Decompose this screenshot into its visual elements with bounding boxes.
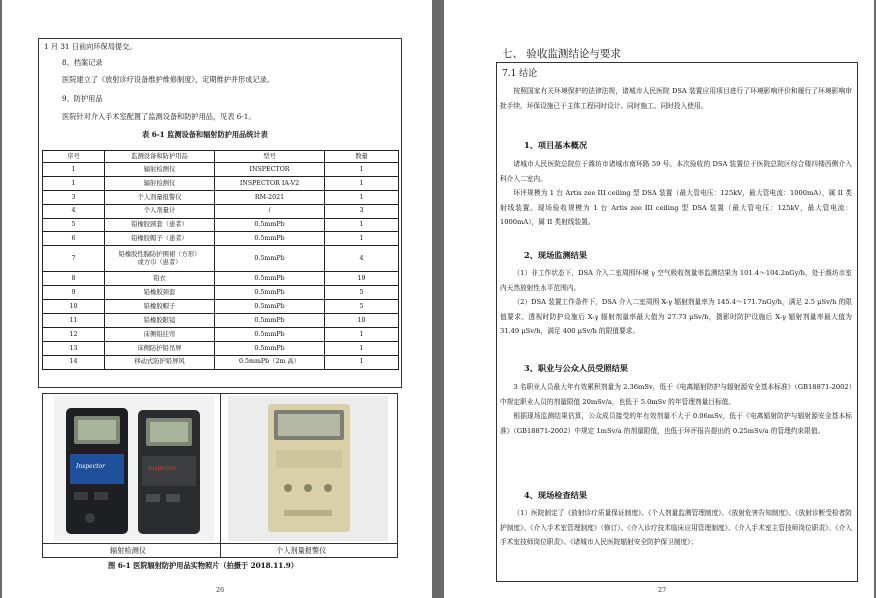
table-row <box>43 327 399 341</box>
page-27 <box>444 0 874 598</box>
cell-no: 9 <box>43 286 105 300</box>
cell-model: 0.5mmPb <box>215 246 325 272</box>
page-number: 26 <box>216 586 225 594</box>
cell-qty: 19 <box>325 272 399 286</box>
cell-no: 7 <box>43 246 105 272</box>
cell-item: 辐射检测仪 <box>105 176 215 190</box>
col-header-no: 序号 <box>43 151 105 163</box>
cell-qty: 1 <box>325 163 399 177</box>
cell-model: INSPECTOR IA-V2 <box>215 176 325 190</box>
s2-p2: （2）DSA 装置工作条件下，DSA 介入二室周围 X-γ 辐射剂量率为 145.4～171.7nGy/h，满足 2.5 μSv/h 的限值要求。透视时防护设施后 X-γ 辐射剂量率最大值为 27.73 μSv/h，摄影时防护设施后 X-γ 辐射剂量率最大值为 31.49 μSv/h，满足 400 μSv/h 的限值要求。 <box>500 298 852 335</box>
cell-model: / <box>215 204 325 218</box>
s4-title: 4、现场检查结果 <box>524 490 588 500</box>
cell-no: 1 <box>43 176 105 190</box>
cell-item-line1: 铅橡胶性腺防护围裙（方形） <box>118 251 201 259</box>
table-row <box>43 190 399 204</box>
cell-item: 移动式防护铅屏风 <box>105 355 215 369</box>
s4-paragraphs <box>500 506 852 550</box>
s1-title: 1、项目基本概况 <box>524 140 588 150</box>
cell-qty: 1 <box>325 232 399 246</box>
figure-caption: 图 6-1 医院辐射防护用品实物照片（拍摄于 2018.11.9） <box>108 561 298 570</box>
table-row <box>43 341 399 355</box>
s1-p1: 诸城市人民医院总院位于潍坊市诸城市南环路 59 号。本次验收的 DSA 装置位于医院总院区综合楼四楼西侧介入科介入二室内。 <box>500 160 852 183</box>
continuation-text: 1 月 31 日前向环保局提交。 <box>44 42 137 51</box>
cell-qty: 10 <box>325 314 399 328</box>
page-number: 27 <box>658 586 667 594</box>
cell-no: 4 <box>43 204 105 218</box>
col-header-qty: 数量 <box>325 151 399 163</box>
table-row <box>43 218 399 232</box>
equipment-table <box>42 150 399 370</box>
cell-item: 辐射检测仪 <box>105 163 215 177</box>
s3-p2: 根据现场监测结果估算，公众成员接受的年有效剂量不大于 0.06mSv，低于《电离辐射防护与辐射源安全基本标准》（GB18871-2002）中规定 1mSv/a 的剂量限值，也低于环评报告提出的 0.25mSv/a 的管理约束限值。 <box>500 412 852 435</box>
cell-no: 5 <box>43 218 105 232</box>
cell-model: 0.5mmPb <box>215 314 325 328</box>
table-row <box>43 300 399 314</box>
cell-model: 0.5mmPb <box>215 232 325 246</box>
cell-qty: 1 <box>325 218 399 232</box>
table-row <box>43 176 399 190</box>
table-row <box>43 204 399 218</box>
table-row <box>43 232 399 246</box>
s2-title: 2、现场监测结果 <box>524 250 588 260</box>
item8-heading: 8、档案记录 <box>62 58 103 67</box>
intro-text: 按照国家有关环境保护的法律法规，诸城市人民医院 DSA 装置应用项目进行了环境影响评价和履行了环境影响审批手续。环保设施已于主体工程同时设计、同时施工、同时投入使用。 <box>500 87 852 110</box>
table-header-row <box>43 151 399 163</box>
cell-item: 铅橡胶眼镜 <box>105 314 215 328</box>
chapter-title: 七、 验收监测结论与要求 <box>502 48 621 60</box>
s2-paragraphs <box>500 266 852 339</box>
photo-left-label: 辐射检测仪 <box>110 546 146 555</box>
cell-model: INSPECTOR <box>215 163 325 177</box>
cell-item: 铅衣 <box>105 272 215 286</box>
cell-qty: 3 <box>325 204 399 218</box>
meter-brand-right: Inspector <box>148 465 177 472</box>
item9-text: 医院针对介入手术室配置了监测设备和防护用品，见表 6-1。 <box>62 112 256 121</box>
s1-paragraphs <box>500 157 852 230</box>
page-26 <box>2 0 432 598</box>
meter-brand-left: Inspector <box>76 463 105 470</box>
cell-item: 铅橡胶帽子（患者） <box>105 232 215 246</box>
dose-alarm-icon <box>228 396 388 541</box>
cell-model: 0.5mmPb（2m 高） <box>215 355 325 369</box>
s3-title: 3、职业与公众人员受照结果 <box>524 363 628 373</box>
table-row <box>43 163 399 177</box>
cell-qty: 1 <box>325 341 399 355</box>
cell-item: 铅橡胶颈套 <box>105 286 215 300</box>
cell-qty: 5 <box>325 300 399 314</box>
col-header-item: 监测设备和防护用品 <box>105 151 215 163</box>
item9-heading: 9、防护用品 <box>62 94 103 103</box>
cell-no: 14 <box>43 355 105 369</box>
cell-qty: 1 <box>325 176 399 190</box>
section-title: 7.1 结论 <box>502 69 538 79</box>
table-row <box>43 314 399 328</box>
cell-model: 0.5mmPb <box>215 341 325 355</box>
table-row <box>43 246 399 272</box>
cell-item <box>105 246 215 272</box>
s1-p2: 环评规模为 1 台 Artis zee III ceiling 型 DSA 装置（最大管电压：125kV，最大管电流：1000mA），属 II 类射线装置。现场验收规模为 1 台 Artis zee III ceiling 型 DSA 装置（最大管电压：125kV，最大管电流：1000mA），属 II 类射线装置。 <box>500 189 852 226</box>
s4-p1: （1）医院制定了《放射诊疗质量保证制度》、《个人剂量监测管理制度》、《放射危害告知制度》、《放射诊断受检者防护制度》、《介入手术室管理制度》（修订）、《介入诊疗技术临床应用管理制度》、《介入手术室主管技师岗位职责》、《介入手术室技师岗位职责》、《诸城市人民医院辐射安全防护保卫制度》； <box>500 509 852 546</box>
photo-divider <box>220 393 221 558</box>
cell-model: 0.5mmPb <box>215 300 325 314</box>
table-row <box>43 355 399 369</box>
cell-no: 12 <box>43 327 105 341</box>
cell-model: 0.5mmPb <box>215 286 325 300</box>
cell-qty: 5 <box>325 286 399 300</box>
table-row <box>43 272 399 286</box>
cell-item-line2: 或方巾（患者） <box>137 258 182 266</box>
cell-item: 铅橡胶帽子 <box>105 300 215 314</box>
item8-text: 医院建立了《放射诊疗设备维护维修制度》，定期维护并形成记录。 <box>62 75 275 84</box>
col-header-model: 型号 <box>215 151 325 163</box>
cell-item: 床侧铅挂帘 <box>105 327 215 341</box>
cell-item: 个人剂量报警仪 <box>105 190 215 204</box>
cell-no: 6 <box>43 232 105 246</box>
cell-item: 床侧防护铅吊屏 <box>105 341 215 355</box>
cell-model: 0.5mmPb <box>215 327 325 341</box>
cell-model: RM-2021 <box>215 190 325 204</box>
photo-right-label: 个人剂量报警仪 <box>276 546 327 555</box>
table-caption: 表 6-1 监测设备和辐射防护用品统计表 <box>142 130 268 139</box>
cell-no: 3 <box>43 190 105 204</box>
cell-no: 1 <box>43 163 105 177</box>
radiation-meter-photo <box>54 396 214 541</box>
cell-item: 个人剂量计 <box>105 204 215 218</box>
intro-paragraph <box>500 84 852 113</box>
cell-no: 10 <box>43 300 105 314</box>
cell-qty: 4 <box>325 246 399 272</box>
cell-item: 铅橡胶颈套（患者） <box>105 218 215 232</box>
s3-p1: 3 名职业人员最大年有效累积剂量为 2.36mSv，低于《电离辐射防护与辐射源安全基本标准》（GB18871-2002）中规定职业人员的剂量限值 20mSv/a，也低于 5.0mSv 的年管理剂量目标值。 <box>500 383 852 406</box>
table-row <box>43 286 399 300</box>
cell-qty: 1 <box>325 327 399 341</box>
cell-no: 8 <box>43 272 105 286</box>
photo-label-divider <box>42 543 398 544</box>
s3-paragraphs <box>500 380 852 438</box>
cell-qty: 1 <box>325 355 399 369</box>
cell-no: 13 <box>43 341 105 355</box>
cell-no: 11 <box>43 314 105 328</box>
cell-model: 0.5mmPb <box>215 272 325 286</box>
s2-p1: （1）非工作状态下，DSA 介入二室周围环境 γ 空气吸收剂量率监测结果为 101.4～104.2nGy/h，处于潍坊市室内天然放射性水平范围内。 <box>500 269 852 292</box>
dose-alarm-photo <box>228 396 388 541</box>
cell-model: 0.5mmPb <box>215 218 325 232</box>
cell-qty: 1 <box>325 190 399 204</box>
